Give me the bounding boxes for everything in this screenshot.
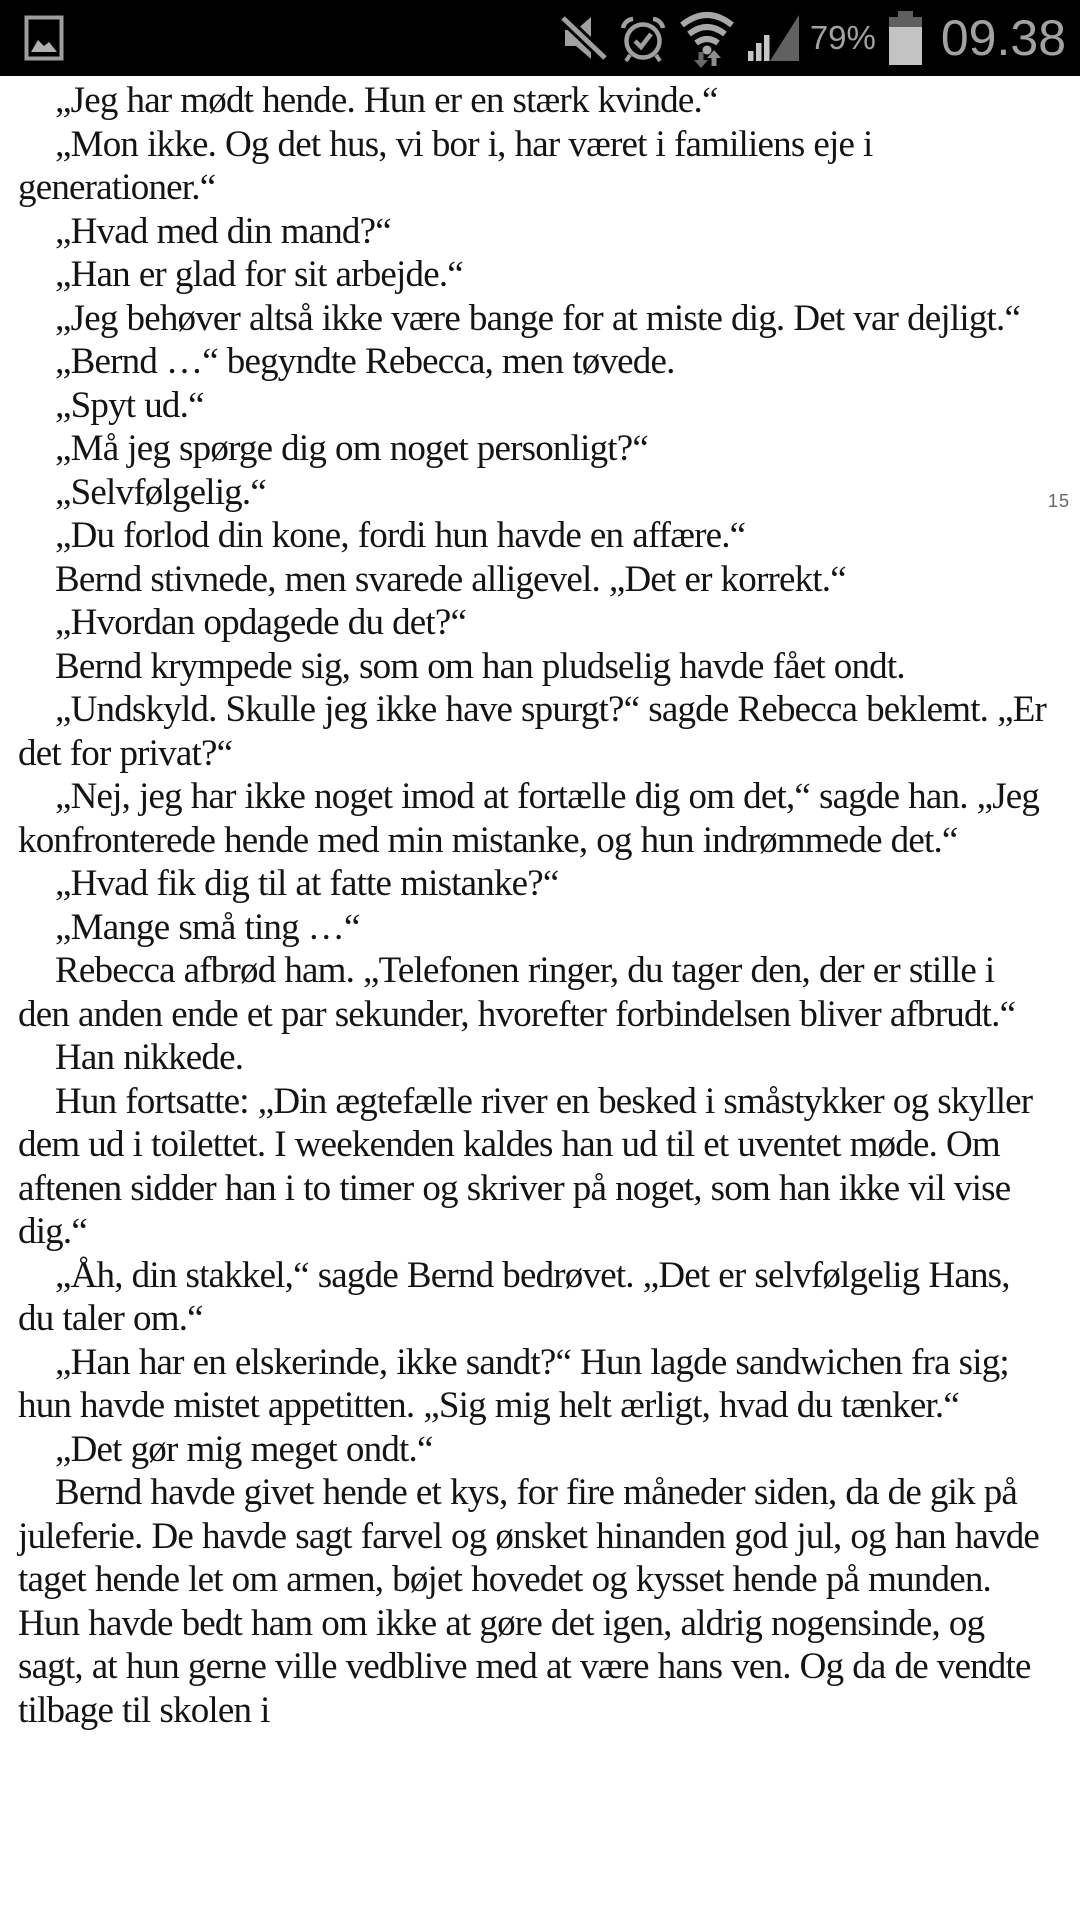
wifi-updown-icon bbox=[678, 8, 736, 68]
paragraph: „Selvfølgelig.“ bbox=[55, 471, 266, 513]
battery-percent-label: 79% bbox=[809, 19, 876, 56]
paragraph: „Jeg behøver altså ikke være bange for at miste dig. Det var dejligt.“ bbox=[55, 297, 1021, 339]
paragraph: Rebecca afbrød ham. „Telefonen ringer, du tager den, der er stille i den anden ende et par sekunder, hvorefter forbindelsen bliver afbrudt.“ bbox=[18, 950, 1016, 1035]
status-bar-right-cluster bbox=[560, 8, 1066, 68]
paragraph: „Du forlod din kone, fordi hun havde en affære.“ bbox=[55, 515, 746, 556]
mute-icon bbox=[560, 15, 608, 61]
paragraph: „Må jeg spørge dig om noget personligt?“ bbox=[55, 428, 649, 469]
reading-area[interactable] bbox=[0, 76, 1080, 1732]
paragraph: „Undskyld. Skulle jeg ikke have spurgt?“ sagde Rebecca beklemt. „Er det for privat?“ bbox=[18, 689, 1047, 774]
paragraph: Han nikkede. bbox=[55, 1037, 244, 1078]
paragraph: Hun fortsatte: „Din ægtefælle river en besked i småstykker og skyller dem ud i toilettet. I weekenden kaldes han ud til et uventet møde. Om aftenen sidder han i to timer og skriver på noget, som han ikke vil vise dig.“ bbox=[18, 1080, 1033, 1252]
cell-signal-icon bbox=[747, 13, 799, 63]
paragraph: „Spyt ud.“ bbox=[55, 384, 204, 426]
page-marker: 15 bbox=[1047, 491, 1070, 511]
paragraph: „Mon ikke. Og det hus, vi bor i, har været i familiens eje i generationer.“ bbox=[18, 123, 873, 208]
paragraph: Bernd havde givet hende et kys, for fire måneder siden, da de gik på juleferie. De havde sagt farvel og ønsket hinanden god jul, og han havde taget hende let om armen, bøjet hovedet og kysset hende på munden. Hun havde bedt ham om ikke at gøre det igen, aldrig nogensinde, og sagt, at hun gerne ville vedblive med at være hans ven. Og da de vendte tilbage til skolen i bbox=[18, 1472, 1040, 1731]
paragraph: „Åh, din stakkel,“ sagde Bernd bedrøvet. „Det er selvfølgelig Hans, du taler om.“ bbox=[18, 1254, 1010, 1339]
paragraph: Bernd krympede sig, som om han pludselig havde fået ondt. bbox=[55, 645, 905, 687]
status-bar-clock: 09.38 bbox=[940, 10, 1066, 66]
paragraph: „Han er glad for sit arbejde.“ bbox=[55, 254, 463, 295]
image-notification-icon bbox=[24, 15, 64, 61]
paragraph: „Mange små ting …“ bbox=[55, 906, 360, 948]
paragraph: „Det gør mig meget ondt.“ bbox=[55, 1428, 433, 1470]
paragraph: „Hvordan opdagede du det?“ bbox=[55, 602, 467, 643]
alarm-icon bbox=[619, 13, 667, 63]
battery-icon bbox=[887, 11, 924, 65]
paragraph: „Hvad fik dig til at fatte mistanke?“ bbox=[55, 863, 559, 904]
paragraph: „Bernd …“ begyndte Rebecca, men tøvede. bbox=[55, 341, 675, 382]
paragraph: „Jeg har mødt hende. Hun er en stærk kvinde.“ bbox=[55, 80, 718, 121]
paragraph: „Han har en elskerinde, ikke sandt?“ Hun lagde sandwichen fra sig; hun havde mistet appetitten. „Sig mig helt ærligt, hvad du tænker.“ bbox=[18, 1341, 1009, 1426]
paragraph: „Nej, jeg har ikke noget imod at fortælle dig om det,“ sagde han. „Jeg konfronterede hende med min mistanke, og hun indrømmede det.“ bbox=[18, 776, 1040, 861]
status-bar[interactable] bbox=[0, 0, 1080, 76]
paragraph: Bernd stivnede, men svarede alligevel. „Det er korrekt.“ bbox=[55, 558, 846, 600]
paragraph: „Hvad med din mand?“ bbox=[55, 210, 391, 252]
